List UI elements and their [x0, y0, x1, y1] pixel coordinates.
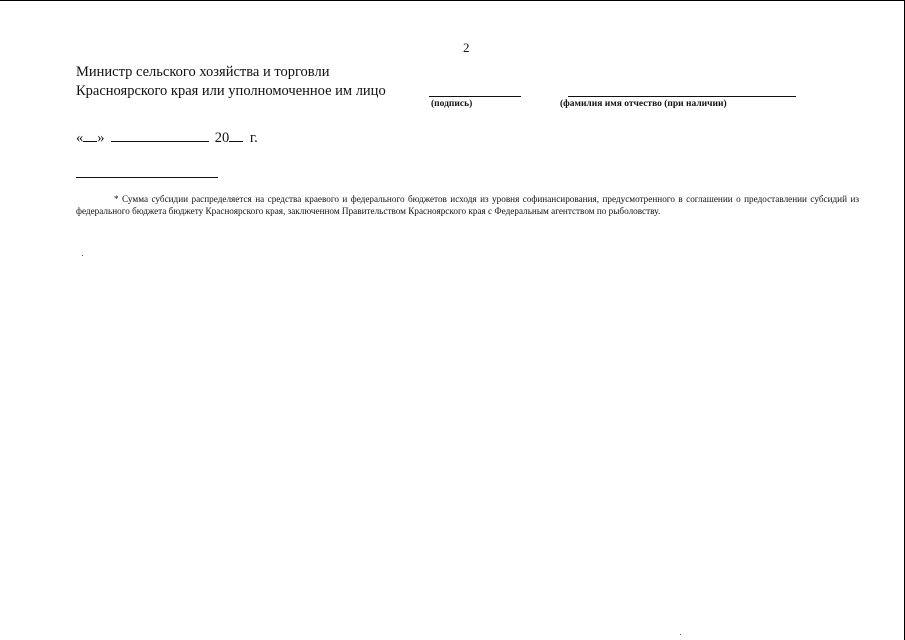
signer-title-line-2: Красноярского края или уполномоченное им лицо [76, 83, 386, 99]
date-open-quote: « [76, 130, 84, 146]
day-blank [83, 127, 97, 142]
footnote-separator [76, 177, 218, 178]
signer-title-line-1: Министр сельского хозяйства и торговли [76, 64, 330, 80]
year-prefix: 20 [214, 130, 230, 146]
year-suffix: г. [249, 130, 258, 146]
page-number: 2 [463, 40, 470, 55]
name-line [568, 96, 796, 97]
signature-line [429, 96, 521, 97]
signer-title [76, 63, 386, 101]
footnote-text: * Сумма субсидии распределяется на средства краевого и федерального бюджетов исходя из уровня софинансирования, предусмотренного в соглашении о предоставлении субсидий из федерального бюджета бюджету Красноярского края, заключенном Правительством Красноярского края с Федеральным агентством по рыболовству. [76, 194, 859, 216]
date-close-quote: » [97, 130, 105, 146]
scan-top-edge [0, 0, 905, 1]
signature-caption: (подпись) [431, 99, 473, 109]
date-line [76, 127, 258, 147]
scan-speck [82, 255, 83, 256]
year-blank [229, 127, 243, 142]
scan-speck [680, 634, 681, 635]
name-caption: (фамилия имя отчество (при наличии) [560, 99, 727, 109]
month-blank [111, 127, 209, 142]
